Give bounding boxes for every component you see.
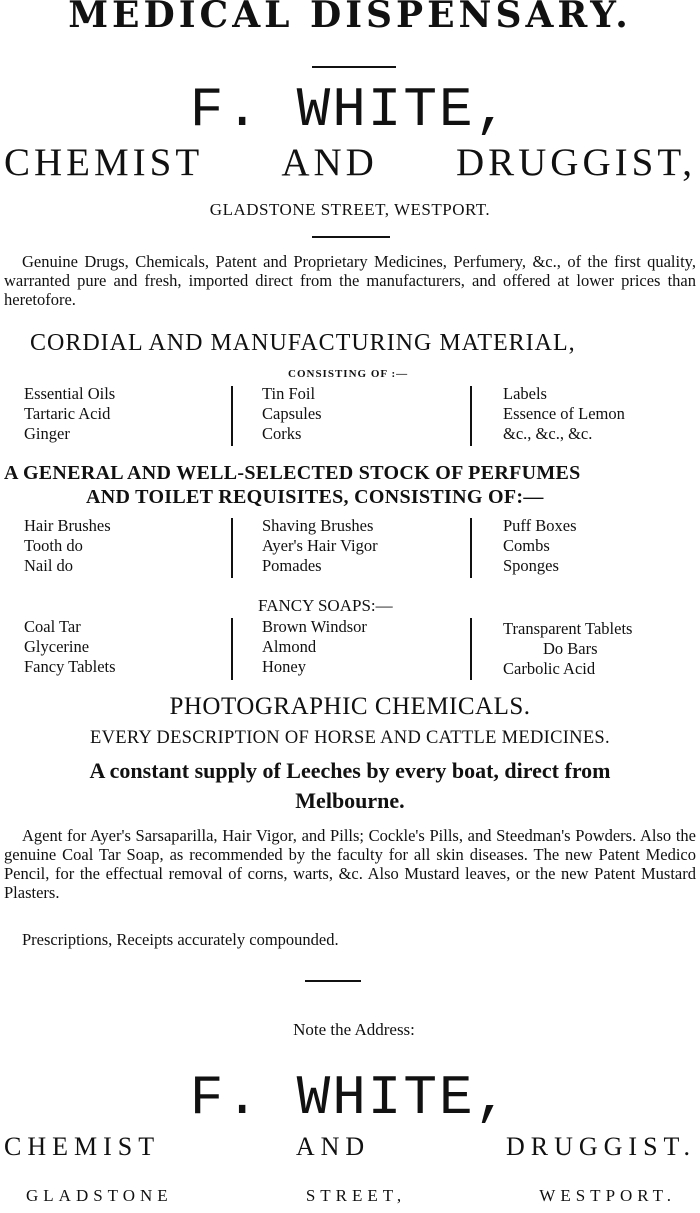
column-divider <box>231 386 233 446</box>
list-item: Nail do <box>24 556 74 575</box>
list-item: Coal Tar <box>24 617 81 636</box>
soaps-col-3 <box>503 619 632 679</box>
list-item: Labels <box>503 384 547 403</box>
list-item: Corks <box>262 424 302 443</box>
soaps-col-2 <box>262 617 367 677</box>
perfumes-col-2 <box>262 516 378 576</box>
list-item: Ayer's Hair Vigor <box>262 536 378 555</box>
column-divider <box>470 386 472 446</box>
trade-word: DRUGGIST. <box>505 1132 696 1161</box>
trade-word: CHEMIST <box>4 1132 161 1161</box>
footer-address <box>26 1186 676 1206</box>
list-item: Almond <box>262 637 317 656</box>
list-item: Brown Windsor <box>262 617 367 636</box>
list-item: Transparent Tablets <box>503 619 633 638</box>
photographic-heading: PHOTOGRAPHIC CHEMICALS. <box>169 693 531 720</box>
list-item: Capsules <box>262 404 322 423</box>
page-title: MEDICAL DISPENSARY. <box>68 0 632 36</box>
prescriptions-line: Prescriptions, Receipts accurately compounded. <box>22 930 339 949</box>
leeches-line-1: A constant supply of Leeches by every boat, direct from <box>89 758 611 783</box>
horse-medicines-heading: EVERY DESCRIPTION OF HORSE AND CATTLE MEDICINES. <box>90 728 610 748</box>
address: GLADSTONE STREET, WESTPORT. <box>209 200 491 219</box>
divider <box>312 66 396 68</box>
perfumes-col-1 <box>24 516 111 576</box>
leeches-line-2: Melbourne. <box>295 788 405 813</box>
list-item: Carbolic Acid <box>503 659 596 678</box>
list-item: Do Bars <box>543 639 598 658</box>
list-item: Sponges <box>503 556 559 575</box>
list-item: Shaving Brushes <box>262 516 374 535</box>
perfumes-title-line-2: AND TOILET REQUISITES, CONSISTING OF:— <box>86 486 544 508</box>
agent-paragraph: Agent for Ayer's Sarsaparilla, Hair Vigor, and Pills; Cockle's Pills, and Steedman's Powders. Also the genuine Coal Tar Soap, as recommended by the faculty for all skin diseases. The new Patent Medico Pencil, for the effectual removal of corns, warts, &c. Also Mustard leaves, or the new Patent Mustard Plasters. <box>4 826 696 902</box>
intro-paragraph: Genuine Drugs, Chemicals, Patent and Proprietary Medicines, Perfumery, &c., of the first quality, warranted pure and fresh, imported direct from the manufacturers, and offered at lower prices than heretofore. <box>4 252 696 309</box>
soaps-title: FANCY SOAPS:— <box>258 596 393 615</box>
trade-word: AND <box>281 141 378 184</box>
list-item: &c., &c., &c. <box>503 424 593 443</box>
trade-line <box>4 140 696 185</box>
trade-word: CHEMIST <box>4 141 204 184</box>
column-divider <box>231 618 233 680</box>
list-item: Tartaric Acid <box>24 404 111 423</box>
cordial-col-1 <box>24 384 115 444</box>
cordial-consisting: CONSISTING OF :— <box>288 368 409 380</box>
address-word: GLADSTONE <box>26 1186 173 1205</box>
list-item: Fancy Tablets <box>24 657 116 676</box>
proprietor-name: F. WHITE, <box>189 78 511 142</box>
list-item: Puff Boxes <box>503 516 577 535</box>
trade-word: DRUGGIST, <box>455 141 696 184</box>
soaps-col-1 <box>24 617 116 677</box>
note-address: Note the Address: <box>293 1020 415 1039</box>
list-item: Ginger <box>24 424 70 443</box>
column-divider <box>470 518 472 578</box>
divider <box>312 236 390 238</box>
list-item: Hair Brushes <box>24 516 111 535</box>
divider <box>305 980 361 982</box>
cordial-col-3 <box>503 384 625 444</box>
address-word: WESTPORT. <box>539 1186 676 1205</box>
column-divider <box>470 618 472 680</box>
list-item: Essence of Lemon <box>503 404 625 423</box>
cordial-title: CORDIAL AND MANUFACTURING MATERIAL, <box>30 330 576 356</box>
list-item: Combs <box>503 536 550 555</box>
list-item: Tooth do <box>24 536 83 555</box>
address-word: STREET, <box>305 1186 407 1205</box>
perfumes-col-3 <box>503 516 577 576</box>
footer-proprietor-name: F. WHITE, <box>189 1066 511 1130</box>
list-item: Essential Oils <box>24 384 116 403</box>
cordial-heading <box>30 330 675 357</box>
list-item: Glycerine <box>24 637 90 656</box>
list-item: Pomades <box>262 556 322 575</box>
list-item: Honey <box>262 657 306 676</box>
column-divider <box>231 518 233 578</box>
trade-word: AND <box>295 1132 371 1161</box>
cordial-col-2 <box>262 384 322 444</box>
list-item: Tin Foil <box>262 384 316 403</box>
perfumes-title-line-1: A GENERAL AND WELL-SELECTED STOCK OF PERFUMES <box>4 462 581 484</box>
footer-trade-line <box>4 1132 696 1162</box>
